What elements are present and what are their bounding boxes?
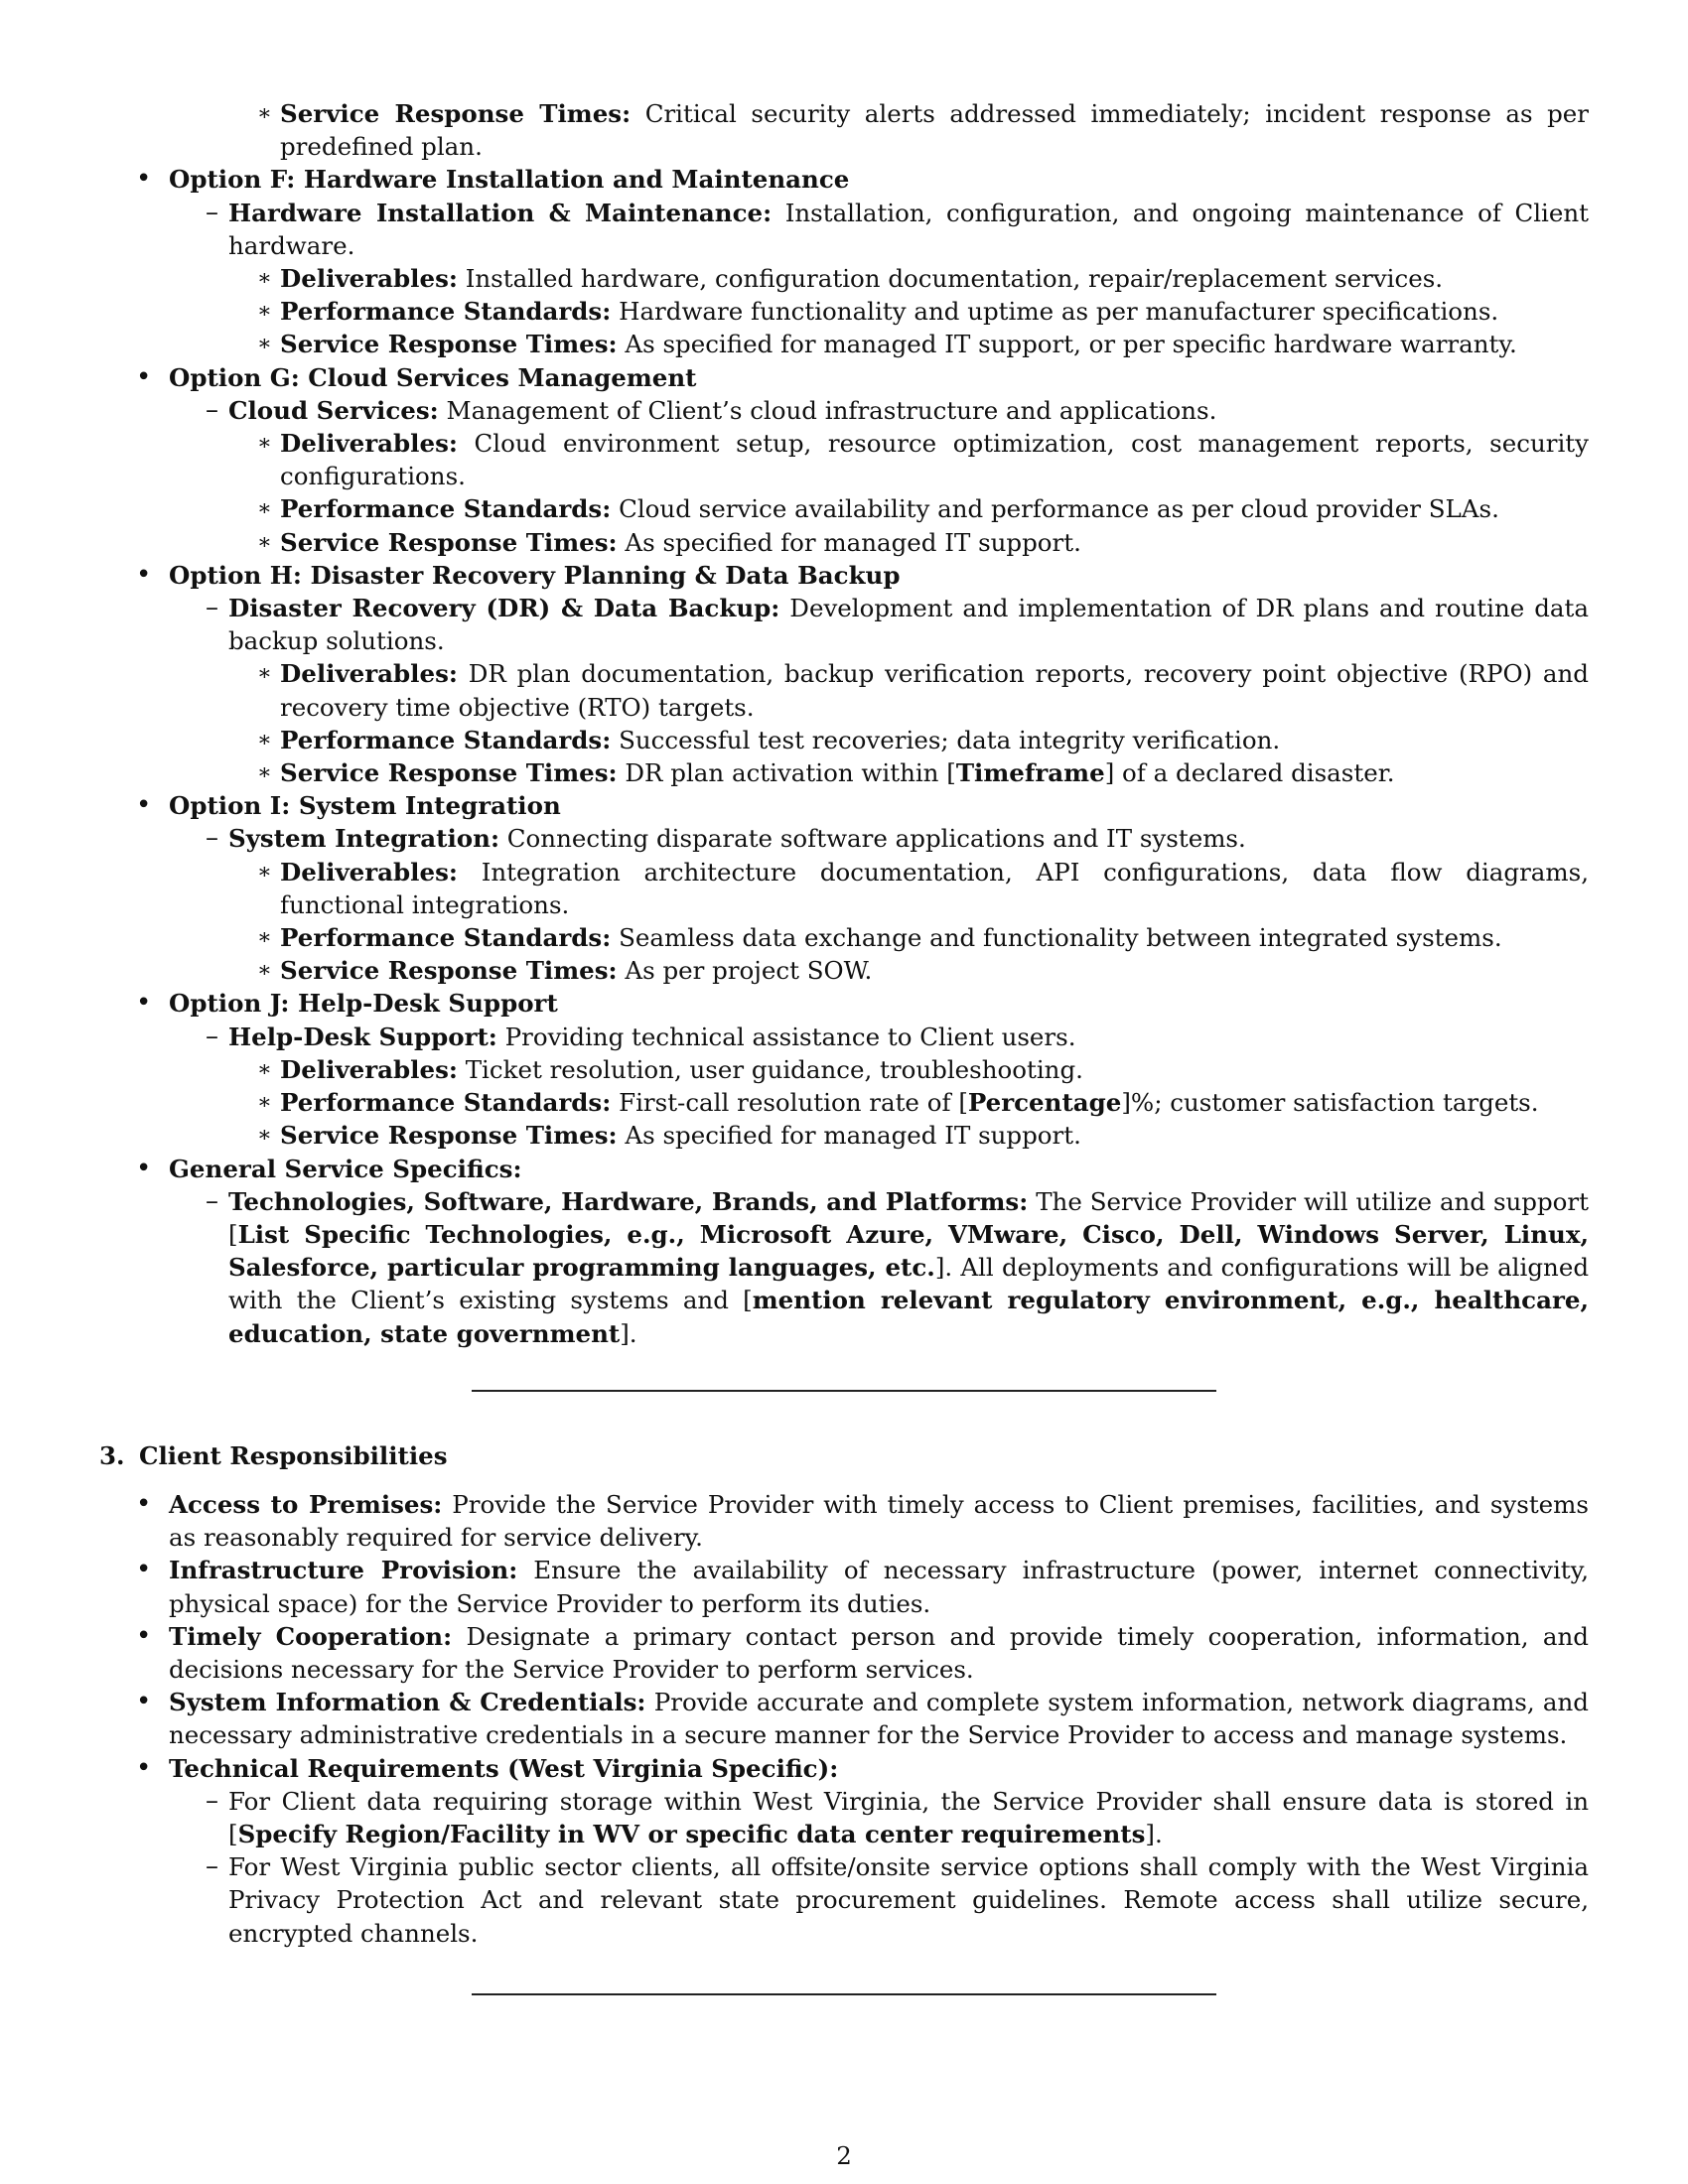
dash-bullet-icon: – — [206, 823, 218, 854]
option-i-performance: ∗ Performance Standards: Seamless data exchange and functionality between integrated systems. — [228, 921, 1589, 954]
option-j: • Option J: Help-Desk Support – Help-Desk Support: Providing technical assistance to Client users. ∗ Deliverables: Ticket resolution, user guidance, troubleshooting. ∗ Performance Standards: First-call resolution rate of [Percentage]%; customer satisfaction targets. ∗ Service Response Times: As specified for managed IT support. — [99, 987, 1589, 1152]
option-h-deliverables: ∗ Deliverables: DR plan documentation, backup verification reports, recovery point objective (RPO) and recovery time objective (RTO) targets. — [257, 659, 1589, 722]
asterisk-bullet-icon: ∗ — [257, 496, 272, 522]
asterisk-bullet-icon: ∗ — [257, 299, 272, 325]
bullet-icon: • — [136, 1687, 152, 1717]
asterisk-bullet-icon: ∗ — [257, 101, 272, 126]
bullet-icon: • — [136, 1752, 152, 1783]
asterisk-bullet-icon: ∗ — [257, 431, 272, 457]
bullet-icon: • — [136, 559, 152, 590]
options-list — [99, 97, 1589, 1350]
option-j-response: ∗ Service Response Times: As specified for managed IT support. — [228, 1119, 1589, 1152]
client-responsibilities-list — [99, 1488, 1589, 1950]
option-j-deliverables: ∗ Deliverables: Ticket resolution, user guidance, troubleshooting. — [228, 1053, 1589, 1086]
asterisk-bullet-icon: ∗ — [257, 760, 272, 786]
bullet-icon: • — [136, 1488, 152, 1519]
responsibility-access: • Access to Premises: Provide the Service Provider with timely access to Client premises, facilities, and systems as reasonably required for service delivery. — [136, 1488, 1589, 1553]
asterisk-bullet-icon: ∗ — [257, 529, 272, 555]
asterisk-bullet-icon: ∗ — [257, 1090, 272, 1116]
option-h-response: ∗ Service Response Times: DR plan activation within [Timeframe] of a declared disaster. — [228, 756, 1589, 789]
horizontal-rule — [472, 1993, 1216, 1995]
dash-bullet-icon: – — [206, 1851, 218, 1882]
asterisk-bullet-icon: ∗ — [257, 332, 272, 357]
dash-bullet-icon: – — [206, 593, 218, 623]
page-number: 2 — [836, 2141, 852, 2170]
asterisk-bullet-icon: ∗ — [257, 266, 272, 292]
technical-compliance: – For West Virginia public sector clients, all offsite/onsite service options shall comply with the West Virginia Privacy Protection Act and relevant state procurement guidelines. Remote access shall utilize secure, encrypted channels. — [206, 1851, 1589, 1948]
responsibility-infrastructure: • Infrastructure Provision: Ensure the availability of necessary infrastructure (power, internet connectivity, physical space) for the Service Provider to perform its duties. — [136, 1555, 1589, 1618]
responsibility-cooperation: • Timely Cooperation: Designate a primary contact person and provide timely cooperation, information, and decisions necessary for the Service Provider to perform services. — [136, 1620, 1589, 1684]
option-h-service: – Disaster Recovery (DR) & Data Backup: Development and implementation of DR plans and routine data backup solutions. ∗ Deliverables: DR plan documentation, backup verification reports, recovery point objective (RPO) and recovery time objective (RTO) targets. ∗ Performance Standards: Successful test recoveries; data integrity verification. ∗ Service Response Times: DR plan activation within [Timeframe] of a declared disaster. — [169, 592, 1589, 789]
option-i-service: – System Integration: Connecting disparate software applications and IT systems. ∗ Deliverables: Integration architecture documentation, API configurations, data flow diagrams, functional integrations. ∗ Performance Standards: Seamless data exchange and functionality between integrated systems. ∗ Service Response Times: As per project SOW. — [169, 822, 1589, 987]
option-h: • Option H: Disaster Recovery Planning & Data Backup – Disaster Recovery (DR) & Data Backup: Development and implementation of DR plans and routine data backup solutions. ∗ Deliverables: DR plan documentation, backup verification reports, recovery point objective (RPO) and recovery time objective (RTO) targets. ∗ Performance Standards: Successful test recoveries; data integrity verification. ∗ Service Response Times: DR plan activation within [Timeframe] of a declared disaster. — [99, 559, 1589, 789]
option-g-service: – Cloud Services: Management of Client’s cloud infrastructure and applications. ∗ Deliverables: Cloud environment setup, resource optimization, cost management reports, security configurations. ∗ Performance Standards: Cloud service availability and performance as per cloud provider SLAs. ∗ Service Response Times: As specified for managed IT support. — [169, 394, 1589, 559]
option-i: • Option I: System Integration – System Integration: Connecting disparate software applications and IT systems. ∗ Deliverables: Integration architecture documentation, API configurations, data flow diagrams, functional integrations. ∗ Performance Standards: Seamless data exchange and functionality between integrated systems. ∗ Service Response Times: As per project SOW. — [99, 789, 1589, 987]
dash-bullet-icon: – — [206, 197, 218, 227]
option-i-response: ∗ Service Response Times: As per project SOW. — [228, 954, 1589, 987]
option-g: • Option G: Cloud Services Management – Cloud Services: Management of Client’s cloud infrastructure and applications. ∗ Deliverables: Cloud environment setup, resource optimization, cost management reports, security configurations. ∗ Performance Standards: Cloud service availability and performance as per cloud provider SLAs. ∗ Service Response Times: As specified for managed IT support. — [99, 361, 1589, 559]
option-h-performance: ∗ Performance Standards: Successful test recoveries; data integrity verification. — [228, 724, 1589, 756]
option-g-deliverables: ∗ Deliverables: Cloud environment setup, resource optimization, cost management reports, security configurations. — [257, 429, 1589, 491]
continuation-item — [99, 97, 1589, 163]
bullet-icon: • — [136, 988, 152, 1019]
dash-bullet-icon: – — [206, 1185, 218, 1216]
option-j-performance: ∗ Performance Standards: First-call resolution rate of [Percentage]%; customer satisfaction targets. — [228, 1086, 1589, 1119]
asterisk-bullet-icon: ∗ — [257, 925, 272, 951]
responsibility-technical: • Technical Requirements (West Virginia Specific): – For Client data requiring storage within West Virginia, the Service Provider shall ensure data is stored in [Specify Region/Facility in WV or specific data center requirements]. – For West Virginia public sector clients, all offsite/onsite service options shall comply with the West Virginia Privacy Protection Act and relevant state procurement guidelines. Remote access shall utilize secure, encrypted channels. — [99, 1752, 1589, 1950]
asterisk-bullet-icon: ∗ — [257, 727, 272, 752]
option-i-deliverables: ∗ Deliverables: Integration architecture documentation, API configurations, data flow diagrams, functional integrations. — [257, 857, 1589, 919]
continuation-response-times: ∗ Service Response Times: Critical security alerts addressed immediately; incident response as per predefined plan. — [257, 99, 1590, 162]
option-g-performance: ∗ Performance Standards: Cloud service availability and performance as per cloud provider SLAs. — [228, 492, 1589, 525]
dash-bullet-icon: – — [206, 394, 218, 425]
dash-bullet-icon: – — [206, 1785, 218, 1816]
section-3-heading: 3. Client Responsibilities — [99, 1440, 448, 1470]
asterisk-bullet-icon: ∗ — [257, 859, 272, 885]
bullet-icon: • — [136, 164, 152, 195]
bullet-icon: • — [136, 1555, 152, 1585]
option-j-service: – Help-Desk Support: Providing technical assistance to Client users. ∗ Deliverables: Ticket resolution, user guidance, troubleshooting. ∗ Performance Standards: First-call resolution rate of [Percentage]%; customer satisfaction targets. ∗ Service Response Times: As specified for managed IT support. — [169, 1021, 1589, 1153]
asterisk-bullet-icon: ∗ — [257, 1056, 272, 1082]
option-f-service: – Hardware Installation & Maintenance: Installation, configuration, and ongoing maintenance of Client hardware. ∗ Deliverables: Installed hardware, configuration documentation, repair/replacement services. ∗ Performance Standards: Hardware functionality and uptime as per manufacturer specifications. ∗ Service Response Times: As specified for managed IT support, or per specific hardware warranty. — [169, 197, 1589, 361]
bullet-icon: • — [136, 361, 152, 392]
asterisk-bullet-icon: ∗ — [257, 661, 272, 687]
general-technologies: – Technologies, Software, Hardware, Brands, and Platforms: The Service Provider will utilize and support [List Specific Technologies, e.g., Microsoft Azure, VMware, Cisco, Dell, Windows Server, Linux, Salesforce, particular programming languages, etc.]. All deployments and configurations will be aligned with the Client’s existing systems and [mention relevant regulatory environment, e.g., healthcare, education, state government]. — [206, 1185, 1589, 1348]
bullet-icon: • — [136, 1153, 152, 1183]
dash-bullet-icon: – — [206, 1021, 218, 1051]
asterisk-bullet-icon: ∗ — [257, 958, 272, 984]
option-f-response: ∗ Service Response Times: As specified for managed IT support, or per specific hardware warranty. — [228, 328, 1589, 360]
option-f: • Option F: Hardware Installation and Maintenance – Hardware Installation & Maintenance: Installation, configuration, and ongoing maintenance of Client hardware. ∗ Deliverables: Installed hardware, configuration documentation, repair/replacement services. ∗ Performance Standards: Hardware functionality and uptime as per manufacturer specifications. ∗ Service Response Times: As specified for managed IT support, or per specific hardware warranty. — [99, 163, 1589, 360]
technical-storage: – For Client data requiring storage within West Virginia, the Service Provider shall ensure data is stored in [Specify Region/Facility in WV or specific data center requirements]. — [206, 1785, 1589, 1848]
option-f-performance: ∗ Performance Standards: Hardware functionality and uptime as per manufacturer specifications. — [228, 295, 1589, 328]
document-content — [99, 97, 1589, 1995]
horizontal-rule — [472, 1390, 1216, 1392]
bullet-icon: • — [136, 1620, 152, 1651]
option-g-response: ∗ Service Response Times: As specified for managed IT support. — [228, 526, 1589, 559]
option-f-deliverables: ∗ Deliverables: Installed hardware, configuration documentation, repair/replacement services. — [228, 262, 1589, 295]
responsibility-credentials: • System Information & Credentials: Provide accurate and complete system information, network diagrams, and necessary administrative credentials in a secure manner for the Service Provider to access and manage systems. — [136, 1687, 1589, 1750]
asterisk-bullet-icon: ∗ — [257, 1123, 272, 1149]
bullet-icon: • — [136, 790, 152, 821]
general-specifics: • General Service Specifics: – Technologies, Software, Hardware, Brands, and Platforms: The Service Provider will utilize and support [List Specific Technologies, e.g., Microsoft Azure, VMware, Cisco, Dell, Windows Server, Linux, Salesforce, particular programming languages, etc.]. All deployments and configurations will be aligned with the Client’s existing systems and [mention relevant regulatory environment, e.g., healthcare, education, state government]. — [99, 1153, 1589, 1350]
